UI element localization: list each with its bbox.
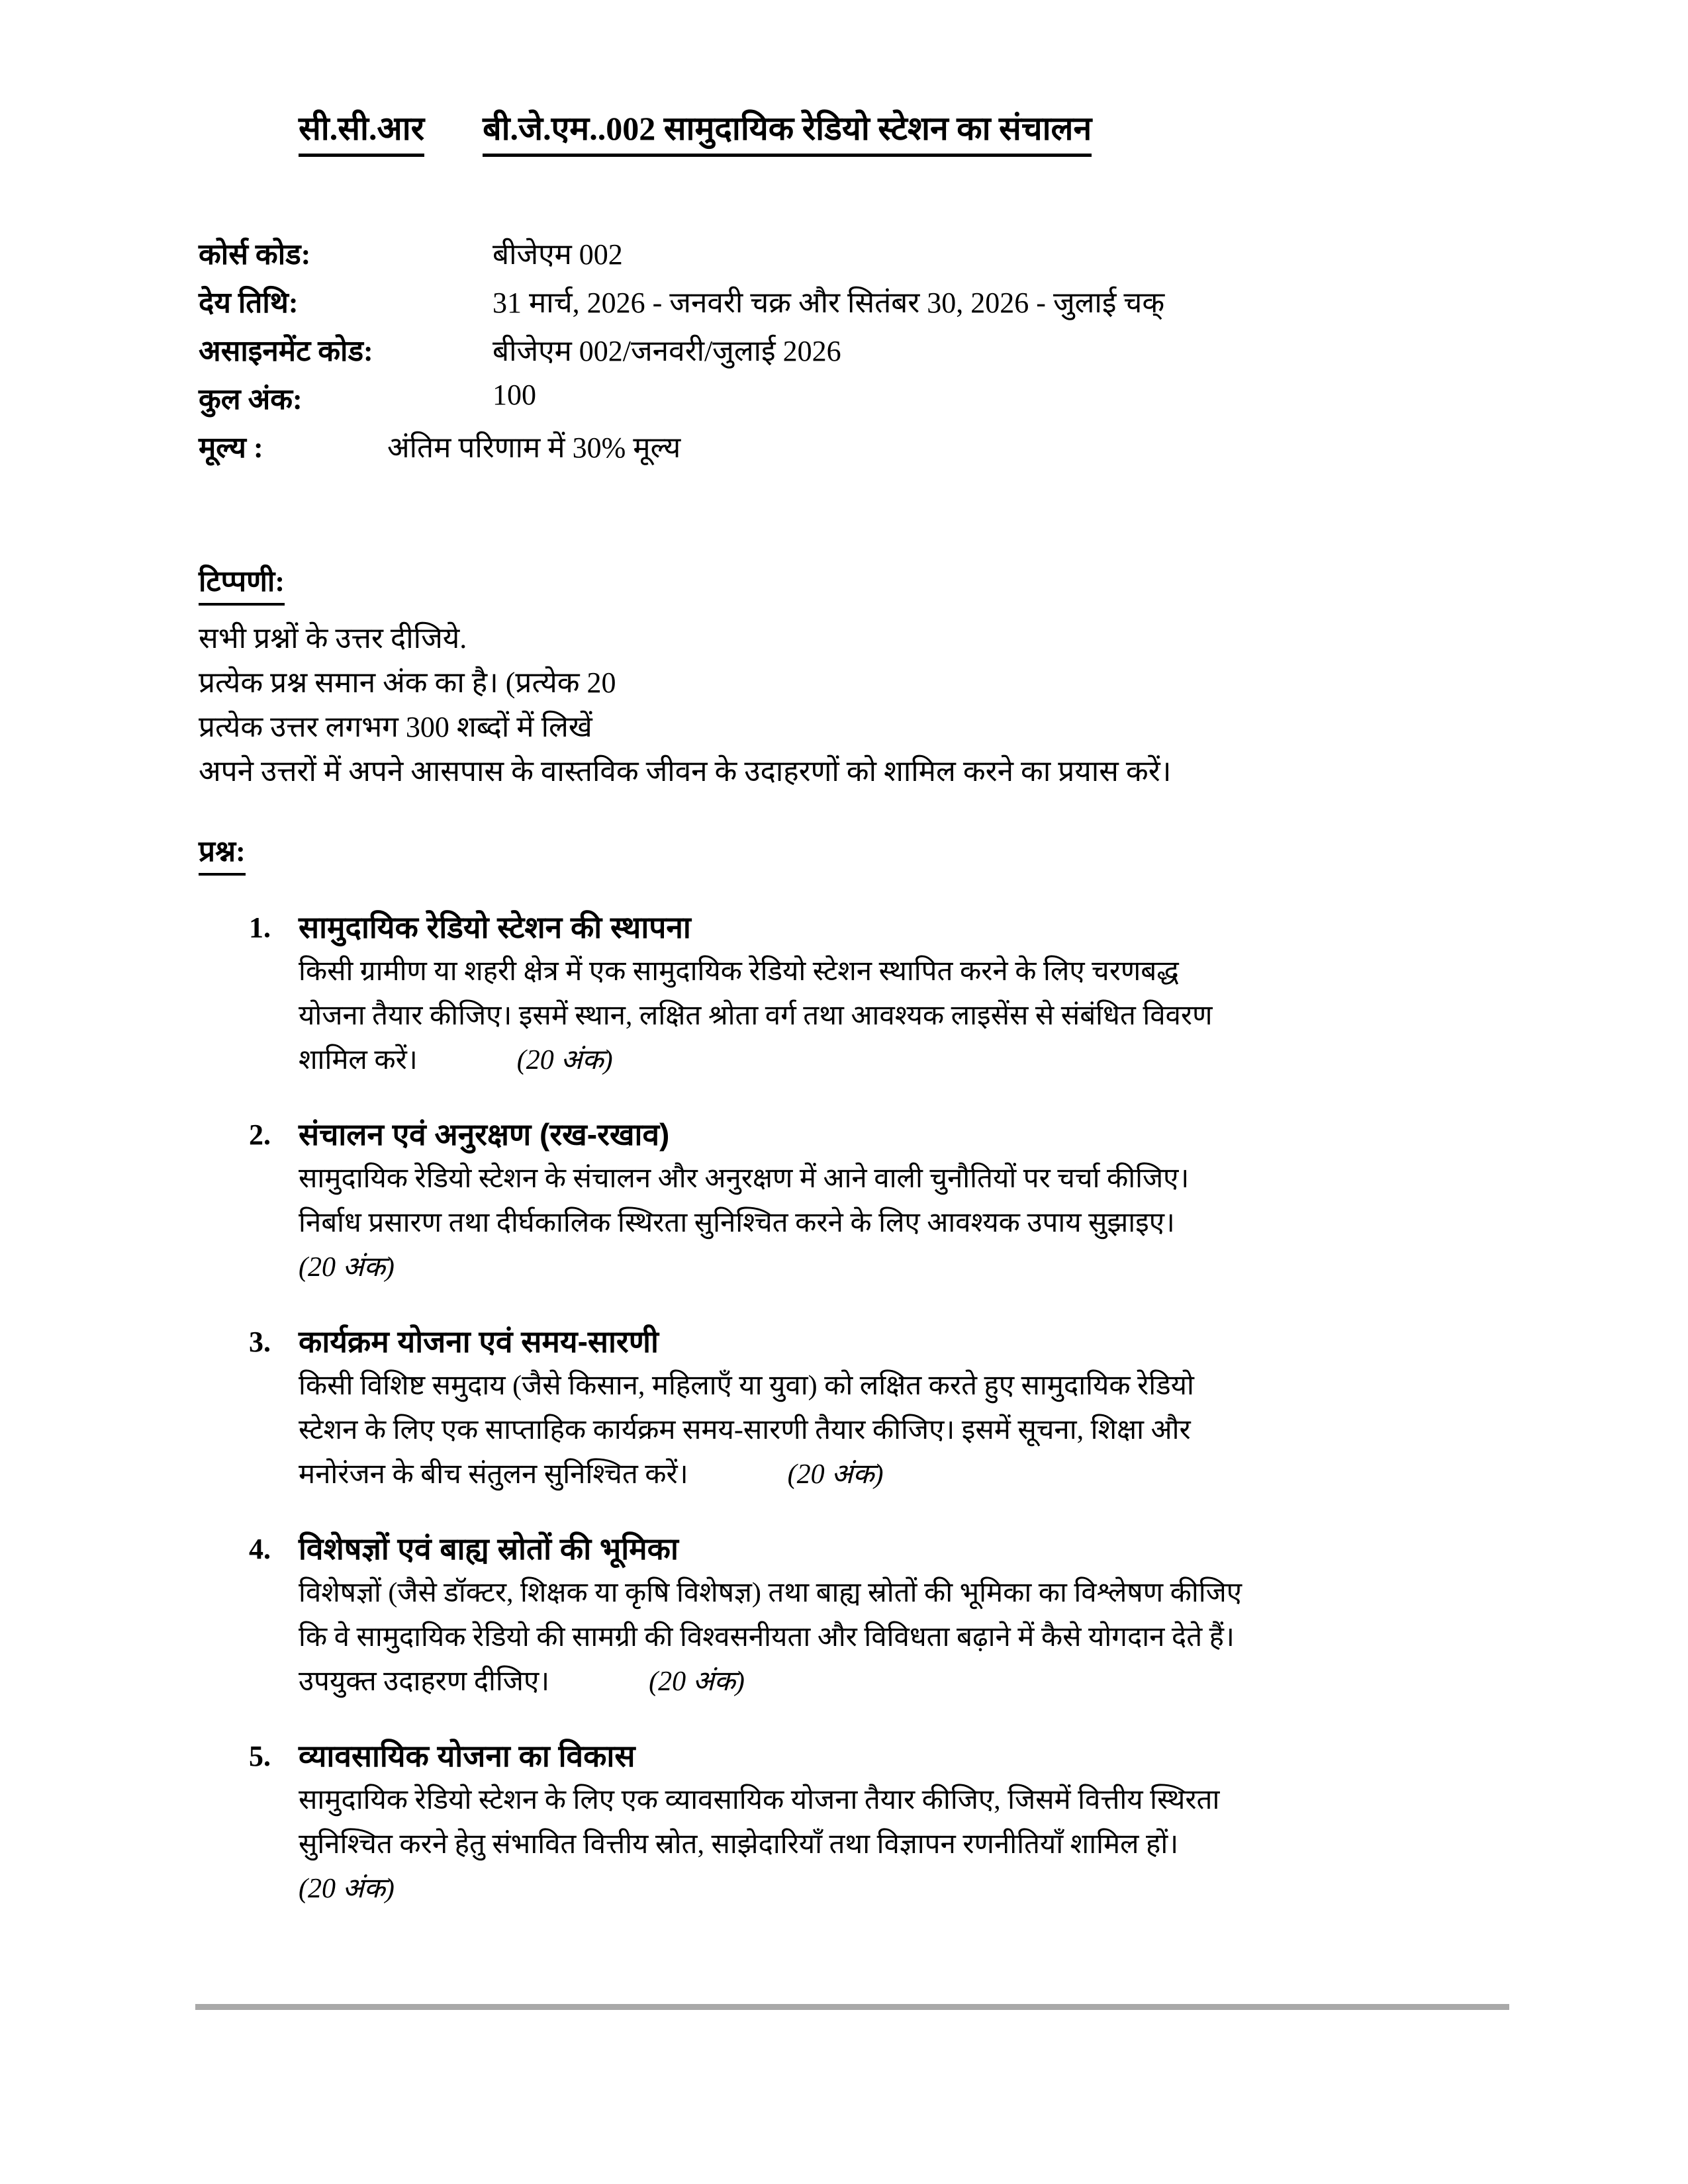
question-body-text: शामिल करें। bbox=[299, 1045, 418, 1075]
question-title: व्यावसायिक योजना का विकास bbox=[299, 1739, 635, 1773]
course-info-row bbox=[199, 426, 681, 475]
note-section bbox=[199, 560, 1171, 794]
due-date-label: देय तिथि: bbox=[199, 287, 299, 319]
note-line: प्रत्येक प्रश्न समान अंक का है। (प्रत्येक 20 bbox=[199, 666, 616, 699]
questions-heading-wrap bbox=[199, 830, 246, 886]
question-item-2 bbox=[249, 1113, 1500, 1290]
question-body-line bbox=[299, 1453, 1500, 1497]
question-number: 5. bbox=[249, 1740, 271, 1772]
question-title: संचालन एवं अनुरक्षण (रख-रखाव) bbox=[299, 1117, 670, 1152]
total-marks-label: कुल अंक: bbox=[199, 383, 303, 416]
question-number: 3. bbox=[249, 1326, 271, 1358]
question-title: विशेषज्ञों एवं बाह्य स्रोतों की भूमिका bbox=[299, 1531, 679, 1566]
question-item-3 bbox=[249, 1320, 1500, 1497]
question-body-line bbox=[299, 1246, 1500, 1290]
question-marks: (20 अंक) bbox=[787, 1459, 884, 1490]
course-info-row bbox=[199, 330, 841, 378]
weightage-label: मूल्य : bbox=[199, 432, 263, 464]
course-code-value: बीजेएम 002 bbox=[492, 238, 623, 271]
question-number: 1. bbox=[249, 911, 271, 944]
page-title bbox=[299, 105, 1092, 157]
course-info-row bbox=[199, 233, 623, 281]
question-content bbox=[299, 905, 1500, 1083]
question-item-5 bbox=[249, 1734, 1500, 1911]
assignment-code-value: बीजेएम 002/जनवरी/जुलाई 2026 bbox=[492, 335, 841, 367]
course-info-block bbox=[199, 233, 1165, 475]
question-body-line: सामुदायिक रेडियो स्टेशन के संचालन और अनुरक्षण में आने वाली चुनौतियों पर चर्चा कीजिए। bbox=[299, 1163, 1190, 1194]
question-title: कार्यक्रम योजना एवं समय-सारणी bbox=[299, 1324, 659, 1359]
question-body-line bbox=[299, 1660, 1500, 1704]
question-body-line: कि वे सामुदायिक रेडियो की सामग्री की विश्वसनीयता और विविधता बढ़ाने में कैसे योगदान देते हैं। bbox=[299, 1622, 1235, 1653]
note-line: अपने उत्तरों में अपने आसपास के वास्तविक जीवन के उदाहरणों को शामिल करने का प्रयास करें। bbox=[199, 755, 1172, 788]
assignment-code-label: असाइनमेंट कोड: bbox=[199, 335, 373, 367]
question-content bbox=[299, 1320, 1500, 1497]
question-marks: (20 अंक) bbox=[516, 1045, 613, 1075]
course-info-row bbox=[199, 281, 1165, 330]
question-item-4 bbox=[249, 1527, 1500, 1704]
question-body-line: सामुदायिक रेडियो स्टेशन के लिए एक व्यावसायिक योजना तैयार कीजिए, जिसमें वित्तीय स्थिरता bbox=[299, 1785, 1220, 1815]
question-marks: (20 अंक) bbox=[299, 1874, 395, 1904]
question-marks: (20 अंक) bbox=[299, 1252, 395, 1283]
question-body-text: उपयुक्त उदाहरण दीजिए। bbox=[299, 1666, 550, 1697]
question-number: 2. bbox=[249, 1118, 271, 1151]
title-course-abbrev: सी.सी.आर bbox=[299, 105, 424, 157]
question-item-1 bbox=[249, 905, 1500, 1083]
note-line: प्रत्येक उत्तर लगभग 300 शब्दों में लिखें bbox=[199, 711, 592, 743]
bottom-divider bbox=[195, 2004, 1509, 2010]
course-info-row bbox=[199, 378, 536, 426]
questions-list bbox=[249, 905, 1500, 1941]
title-course-name: बी.जे.एम..002 सामुदायिक रेडियो स्टेशन का संचालन bbox=[483, 105, 1092, 157]
note-heading: टिप्पणी: bbox=[199, 560, 285, 606]
question-body-line: स्टेशन के लिए एक साप्ताहिक कार्यक्रम समय-सारणी तैयार कीजिए। इसमें सूचना, शिक्षा और bbox=[299, 1415, 1191, 1445]
due-date-value: 31 मार्च, 2026 - जनवरी चक्र और सितंबर 30, 2026 - जुलाई चक् bbox=[492, 287, 1165, 319]
question-marks: (20 अंक) bbox=[649, 1666, 745, 1697]
question-body-line bbox=[299, 1867, 1500, 1911]
question-body-line: विशेषज्ञों (जैसे डॉक्टर, शिक्षक या कृषि विशेषज्ञ) तथा बाह्य स्रोतों की भूमिका का विश्लेषण कीजिए bbox=[299, 1578, 1242, 1608]
weightage-value: अंतिम परिणाम में 30% मूल्य bbox=[387, 432, 681, 464]
question-content bbox=[299, 1113, 1500, 1290]
question-body-line: सुनिश्चित करने हेतु संभावित वित्तीय स्रोत, साझेदारियाँ तथा विज्ञापन रणनीतियाँ शामिल हों। bbox=[299, 1829, 1179, 1860]
question-body-line: निर्बाध प्रसारण तथा दीर्घकालिक स्थिरता सुनिश्चित करने के लिए आवश्यक उपाय सुझाइए। bbox=[299, 1208, 1175, 1238]
question-body-line: किसी विशिष्ट समुदाय (जैसे किसान, महिलाएँ या युवा) को लक्षित करते हुए सामुदायिक रेडियो bbox=[299, 1371, 1194, 1401]
question-body-text: मनोरंजन के बीच संतुलन सुनिश्चित करें। bbox=[299, 1459, 688, 1490]
course-code-label: कोर्स कोड: bbox=[199, 238, 311, 271]
note-line: सभी प्रश्नों के उत्तर दीजिये. bbox=[199, 622, 467, 655]
question-number: 4. bbox=[249, 1533, 271, 1565]
question-body-line bbox=[299, 1038, 1500, 1083]
question-content bbox=[299, 1734, 1500, 1911]
question-body-line: किसी ग्रामीण या शहरी क्षेत्र में एक सामुदायिक रेडियो स्टेशन स्थापित करने के लिए चरणबद्ध bbox=[299, 956, 1179, 987]
question-body-line: योजना तैयार कीजिए। इसमें स्थान, लक्षित श्रोता वर्ग तथा आवश्यक लाइसेंस से संबंधित विवरण bbox=[299, 1001, 1213, 1031]
questions-heading: प्रश्न: bbox=[199, 830, 246, 876]
question-content bbox=[299, 1527, 1500, 1704]
total-marks-value: 100 bbox=[492, 379, 536, 411]
question-title: सामुदायिक रेडियो स्टेशन की स्थापना bbox=[299, 910, 691, 944]
